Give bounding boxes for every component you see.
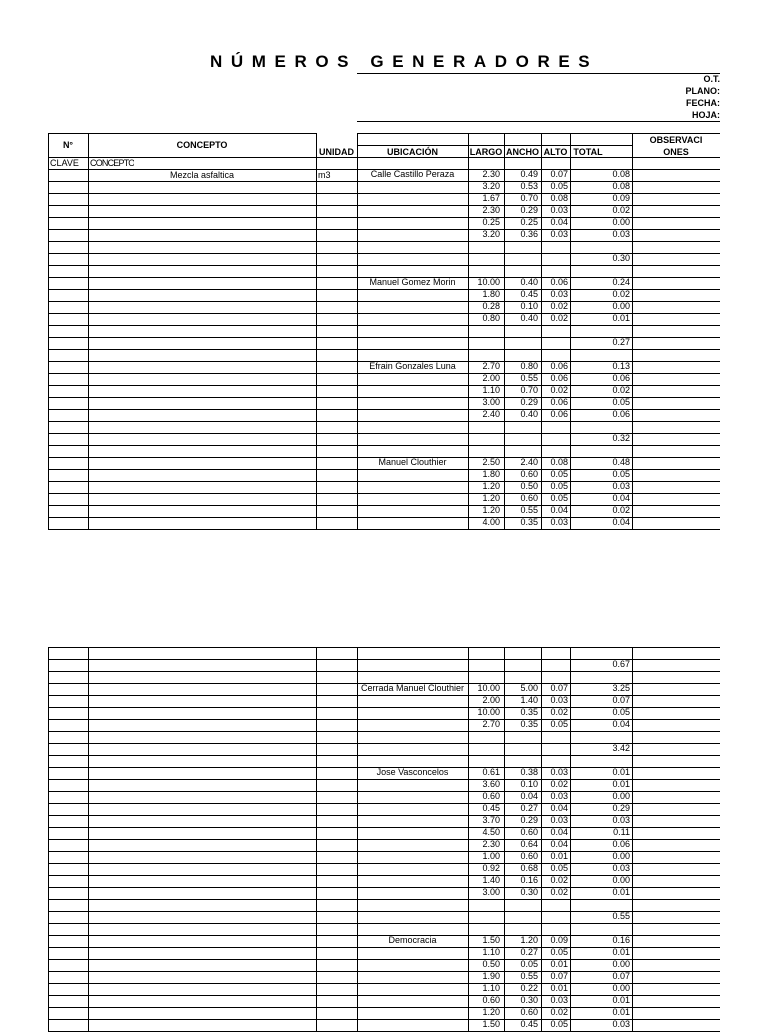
alto-value: 0.04 [550, 217, 568, 227]
total-value: 0.01 [612, 947, 630, 957]
ancho-value: 0.16 [520, 875, 538, 885]
ancho-value: 0.40 [520, 277, 538, 287]
ancho-value: 0.49 [520, 169, 538, 179]
alto-value: 0.06 [550, 397, 568, 407]
ancho-value: 0.64 [520, 839, 538, 849]
alto-value: 0.03 [550, 205, 568, 215]
column-rule [468, 169, 469, 529]
total-value: 0.01 [612, 995, 630, 1005]
alto-value: 0.08 [550, 457, 568, 467]
document-title: NÚMEROS GENERADORES [210, 52, 599, 71]
ancho-value: 0.55 [520, 505, 538, 515]
row-rule [48, 421, 720, 422]
ancho-value: 0.55 [520, 373, 538, 383]
largo-value: 0.60 [482, 791, 500, 801]
header-column-rule [48, 133, 49, 169]
total-value: 0.03 [612, 863, 630, 873]
alto-value: 0.02 [550, 887, 568, 897]
column-rule [541, 169, 542, 529]
total-value: 0.06 [612, 839, 630, 849]
total-value: 0.03 [612, 1019, 630, 1029]
ancho-value: 1.20 [520, 935, 538, 945]
table-top-rule [48, 647, 720, 648]
header-column-rule [357, 133, 358, 169]
largo-value: 10.00 [477, 707, 500, 717]
column-rule [468, 647, 469, 1031]
largo-value: 0.92 [482, 863, 500, 873]
header-total: TOTAL [573, 147, 603, 157]
row-rule [48, 755, 720, 756]
header-no: N° [62, 140, 74, 150]
row-rule [48, 923, 720, 924]
ancho-value: 0.80 [520, 361, 538, 371]
row-rule [48, 899, 720, 900]
column-rule [632, 169, 633, 529]
alto-value: 0.03 [550, 995, 568, 1005]
column-rule [357, 169, 358, 529]
largo-value: 1.90 [482, 971, 500, 981]
alto-value: 0.05 [550, 1019, 568, 1029]
total-value: 0.11 [613, 827, 630, 837]
alto-value: 0.01 [550, 959, 568, 969]
total-value: 0.06 [612, 409, 630, 419]
header-column-rule [570, 133, 571, 169]
largo-value: 10.00 [477, 683, 500, 693]
ancho-value: 0.10 [520, 301, 538, 311]
column-rule [632, 647, 633, 1031]
location-label: Cerrada Manuel Clouthier [360, 683, 465, 693]
largo-value: 10.00 [477, 277, 500, 287]
header-observaciones-2: ONES [663, 147, 689, 157]
header-bottom-rule [48, 157, 720, 158]
largo-value: 3.00 [482, 887, 500, 897]
largo-value: 1.20 [482, 505, 500, 515]
row-rule [48, 241, 720, 242]
row-rule [48, 325, 720, 326]
alto-value: 0.07 [550, 971, 568, 981]
largo-value: 0.45 [482, 803, 500, 813]
largo-value: 3.60 [482, 779, 500, 789]
alto-value: 0.03 [550, 767, 568, 777]
total-value: 0.02 [612, 385, 630, 395]
largo-value: 2.40 [482, 409, 500, 419]
total-value: 0.13 [612, 361, 630, 371]
ancho-value: 0.36 [520, 229, 538, 239]
column-rule [541, 647, 542, 1031]
total-value: 0.16 [612, 935, 630, 945]
alto-value: 0.06 [550, 277, 568, 287]
location-label: Jose Vasconcelos [376, 767, 449, 777]
column-rule [357, 647, 358, 1031]
meta-top-rule [357, 73, 720, 74]
alto-value: 0.04 [550, 839, 568, 849]
alto-value: 0.02 [550, 707, 568, 717]
largo-value: 0.60 [482, 995, 500, 1005]
largo-value: 4.00 [482, 517, 500, 527]
location-label: Democracia [388, 935, 437, 945]
total-value: 3.42 [612, 743, 630, 753]
alto-value: 0.03 [550, 815, 568, 825]
ancho-value: 0.60 [520, 493, 538, 503]
unidad-value: m3 [318, 170, 331, 180]
total-value: 0.07 [612, 695, 630, 705]
meta-fecha-label: FECHA: [686, 98, 720, 108]
alto-value: 0.07 [550, 683, 568, 693]
ancho-value: 0.70 [520, 385, 538, 395]
ancho-value: 0.45 [520, 1019, 538, 1029]
total-value: 0.48 [612, 457, 630, 467]
total-value: 0.04 [612, 719, 630, 729]
largo-value: 1.50 [482, 1019, 500, 1029]
largo-value: 1.00 [482, 851, 500, 861]
ancho-value: 0.27 [520, 803, 538, 813]
concepto-value: Mezcla asfaltica [169, 170, 235, 180]
alto-value: 0.05 [550, 181, 568, 191]
row-rule [48, 731, 720, 732]
total-value: 0.08 [612, 169, 630, 179]
alto-value: 0.02 [550, 875, 568, 885]
largo-value: 2.70 [482, 361, 500, 371]
alto-value: 0.05 [550, 863, 568, 873]
largo-value: 1.80 [482, 469, 500, 479]
total-value: 0.55 [612, 911, 630, 921]
largo-value: 2.30 [482, 169, 500, 179]
total-value: 0.05 [612, 469, 630, 479]
ancho-value: 0.29 [520, 397, 538, 407]
total-value: 0.30 [612, 253, 630, 263]
alto-value: 0.02 [550, 779, 568, 789]
largo-value: 2.70 [482, 719, 500, 729]
ancho-value: 0.50 [520, 481, 538, 491]
alto-value: 0.04 [550, 803, 568, 813]
largo-value: 3.20 [482, 229, 500, 239]
column-rule [504, 169, 505, 529]
total-value: 0.03 [612, 815, 630, 825]
total-value: 0.00 [612, 301, 630, 311]
header-column-rule [632, 133, 633, 169]
ancho-value: 0.60 [520, 827, 538, 837]
largo-value: 1.10 [482, 983, 500, 993]
ancho-value: 0.29 [520, 815, 538, 825]
header-unidad: UNIDAD [319, 147, 354, 157]
total-value: 0.04 [612, 493, 630, 503]
ancho-value: 0.30 [520, 887, 538, 897]
column-rule [88, 647, 89, 1031]
ancho-value: 0.10 [520, 779, 538, 789]
ancho-value: 0.27 [520, 947, 538, 957]
header-top-rule [357, 133, 720, 134]
ancho-value: 0.04 [520, 791, 538, 801]
location-label: Efrain Gonzales Luna [369, 361, 456, 371]
header-column-rule [88, 133, 89, 169]
column-rule [570, 169, 571, 529]
meta-plano-label: PLANO: [685, 86, 720, 96]
largo-value: 1.20 [482, 1007, 500, 1017]
total-value: 0.02 [612, 289, 630, 299]
alto-value: 0.02 [550, 1007, 568, 1017]
total-value: 0.00 [612, 791, 630, 801]
total-value: 0.27 [612, 337, 630, 347]
total-value: 0.00 [612, 959, 630, 969]
alto-value: 0.02 [550, 385, 568, 395]
ancho-value: 0.25 [520, 217, 538, 227]
ancho-value: 0.70 [520, 193, 538, 203]
total-value: 0.01 [612, 313, 630, 323]
ancho-value: 0.60 [520, 469, 538, 479]
ancho-value: 0.60 [520, 1007, 538, 1017]
column-rule [570, 647, 571, 1031]
largo-value: 1.50 [482, 935, 500, 945]
meta-ot-label: O.T. [703, 74, 720, 84]
alto-value: 0.03 [550, 229, 568, 239]
total-value: 0.08 [612, 181, 630, 191]
largo-value: 3.70 [482, 815, 500, 825]
column-rule [316, 169, 317, 529]
alto-value: 0.06 [550, 373, 568, 383]
total-value: 0.07 [612, 971, 630, 981]
largo-value: 1.10 [482, 947, 500, 957]
ancho-value: 0.38 [520, 767, 538, 777]
row-rule [48, 445, 720, 446]
alto-value: 0.03 [550, 289, 568, 299]
ancho-value: 0.53 [520, 181, 538, 191]
ancho-value: 0.55 [520, 971, 538, 981]
alto-value: 0.05 [550, 481, 568, 491]
total-value: 0.05 [612, 397, 630, 407]
largo-value: 2.30 [482, 839, 500, 849]
header-largo: LARGO [469, 147, 503, 157]
largo-value: 4.50 [482, 827, 500, 837]
alto-value: 0.01 [550, 851, 568, 861]
column-rule [48, 169, 49, 529]
largo-value: 1.20 [482, 493, 500, 503]
total-value: 0.24 [612, 277, 630, 287]
column-rule [48, 647, 49, 1031]
row-rule [48, 265, 720, 266]
alto-value: 0.05 [550, 719, 568, 729]
header-column-rule [468, 133, 469, 169]
largo-value: 1.10 [482, 385, 500, 395]
alto-value: 0.07 [550, 169, 568, 179]
total-value: 0.32 [612, 433, 630, 443]
ancho-value: 0.35 [520, 517, 538, 527]
alto-value: 0.02 [550, 313, 568, 323]
ancho-value: 0.05 [520, 959, 538, 969]
total-value: 3.25 [612, 683, 630, 693]
total-value: 0.00 [612, 851, 630, 861]
ancho-value: 0.68 [520, 863, 538, 873]
ancho-value: 2.40 [520, 457, 538, 467]
header-observaciones-1: OBSERVACI [649, 135, 703, 145]
largo-value: 3.00 [482, 397, 500, 407]
alto-value: 0.03 [550, 791, 568, 801]
largo-value: 1.40 [482, 875, 500, 885]
total-value: 0.00 [612, 875, 630, 885]
ancho-value: 5.00 [520, 683, 538, 693]
alto-value: 0.06 [550, 409, 568, 419]
total-value: 0.67 [612, 659, 630, 669]
alto-value: 0.03 [550, 517, 568, 527]
ancho-value: 1.40 [520, 695, 538, 705]
header-ubicacion: UBICACIÓN [387, 147, 438, 157]
total-value: 0.03 [612, 229, 630, 239]
largo-value: 0.28 [482, 301, 500, 311]
largo-value: 0.61 [482, 767, 500, 777]
header-concepto: CONCEPTO [176, 140, 228, 150]
ancho-value: 0.30 [520, 995, 538, 1005]
column-rule [316, 647, 317, 1031]
total-value: 0.00 [612, 217, 630, 227]
alto-value: 0.08 [550, 193, 568, 203]
total-value: 0.06 [612, 373, 630, 383]
total-value: 0.03 [612, 481, 630, 491]
alto-value: 0.05 [550, 947, 568, 957]
alto-value: 0.04 [550, 505, 568, 515]
alto-value: 0.04 [550, 827, 568, 837]
row-rule [48, 349, 720, 350]
alto-value: 0.03 [550, 695, 568, 705]
largo-value: 1.20 [482, 481, 500, 491]
total-value: 0.01 [612, 887, 630, 897]
total-value: 0.00 [612, 983, 630, 993]
largo-value: 3.20 [482, 181, 500, 191]
total-value: 0.02 [612, 205, 630, 215]
total-value: 0.02 [612, 505, 630, 515]
column-rule [504, 647, 505, 1031]
clave-concepto-label: CONCEPTO [90, 158, 135, 168]
location-label: Calle Castillo Peraza [370, 169, 455, 179]
largo-value: 2.00 [482, 373, 500, 383]
alto-value: 0.01 [550, 983, 568, 993]
header-ancho: ANCHO [506, 147, 539, 157]
meta-bottom-rule [357, 121, 720, 122]
ancho-value: 0.40 [520, 409, 538, 419]
total-value: 0.09 [612, 193, 630, 203]
largo-value: 1.67 [482, 193, 500, 203]
header-column-rule [316, 133, 317, 169]
largo-value: 2.50 [482, 457, 500, 467]
alto-value: 0.02 [550, 301, 568, 311]
ancho-value: 0.60 [520, 851, 538, 861]
total-value: 0.04 [612, 517, 630, 527]
ancho-value: 0.22 [520, 983, 538, 993]
largo-value: 2.30 [482, 205, 500, 215]
header-alto: ALTO [543, 147, 568, 157]
total-value: 0.01 [612, 779, 630, 789]
ancho-value: 0.40 [520, 313, 538, 323]
row-rule [48, 671, 720, 672]
column-rule [88, 169, 89, 529]
row-rule [48, 529, 720, 530]
largo-value: 2.00 [482, 695, 500, 705]
header-column-rule [541, 133, 542, 169]
total-value: 0.29 [612, 803, 630, 813]
largo-value: 1.80 [482, 289, 500, 299]
largo-value: 0.25 [482, 217, 500, 227]
meta-hoja-label: HOJA: [691, 110, 720, 120]
total-value: 0.01 [612, 1007, 630, 1017]
alto-value: 0.05 [550, 469, 568, 479]
header-mid-rule [357, 145, 632, 146]
total-value: 0.05 [612, 707, 630, 717]
header-column-rule [504, 133, 505, 169]
alto-value: 0.06 [550, 361, 568, 371]
ancho-value: 0.35 [520, 707, 538, 717]
location-label: Manuel Clouthier [378, 457, 447, 467]
ancho-value: 0.35 [520, 719, 538, 729]
location-label: Manuel Gomez Morin [369, 277, 456, 287]
ancho-value: 0.45 [520, 289, 538, 299]
clave-label: CLAVE [50, 158, 79, 168]
largo-value: 0.50 [482, 959, 500, 969]
alto-value: 0.05 [550, 493, 568, 503]
alto-value: 0.09 [550, 935, 568, 945]
ancho-value: 0.29 [520, 205, 538, 215]
largo-value: 0.80 [482, 313, 500, 323]
total-value: 0.01 [612, 767, 630, 777]
